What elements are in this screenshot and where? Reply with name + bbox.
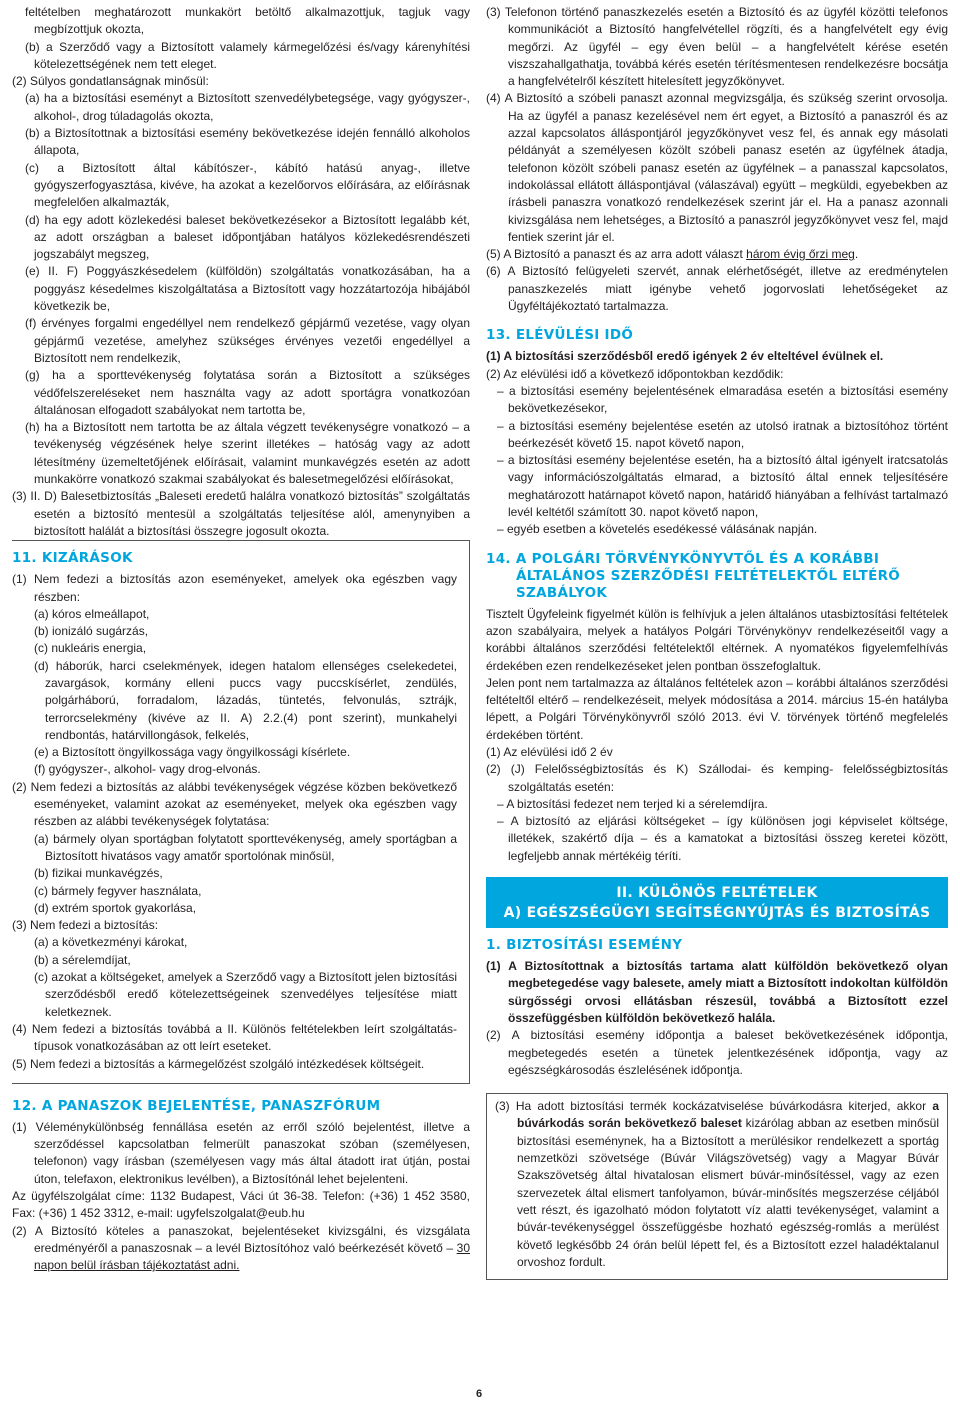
section-11-title: 11. KIZÁRÁSOK <box>12 550 133 567</box>
complaints-paragraph-4: (4) A Biztosító a szóbeli panaszt azonnal megvizsgálja, és szükség szerint orvosolja. Ha az ügyfél a panasz kezelésével nem ért egyet, a Biztosító a panaszról és az azzal kapcsolatos álláspontjáról jegyzőkönyvet vesz fel, és annak egy másolati példányát a személyesen közölt szóbeli panasz esetén az ügyfélnek átadja, telefonon közölt szóbeli panasz esetén az ügyfélnek – a panasszal kapcsolatos, indokolással ellátott álláspontjával (válaszával) együtt – megküldi, egyebekben az írásbeli panaszra vonatkozó rendelkezések szerint jár el. Ha a panasz azonnali kivizsgálása nem lehetséges, a Biztosító a panaszról jegyzőkönyvet vesz fel, majd fentiek szerint jár el. <box>486 91 948 244</box>
complaints-deadline: 30 napon belül írásban tájékoztatást adni. <box>34 1240 470 1273</box>
exclusions-item-a: (a) kóros elmeállapot, <box>34 606 150 621</box>
grave-negligence-item-a: (a) ha a biztosítási eseményt a Biztosított szenvedélybetegsége, vagy gyógyszer-, alkohol-, drog túladagolás okozta, <box>25 91 470 123</box>
activity-exclusion-b: (b) fizikai munkavégzés, <box>34 866 163 881</box>
grave-negligence-item-f: (f) érvényes forgalmi engedéllyel nem rendelkező gépjármű vezetése, vagy olyan gépjármű vezetése, amelyhez szükséges érvényes vezetői engedéllyel a Biztosított nem rendelkezik, <box>25 316 470 365</box>
section-a1-title: 1. BIZTOSÍTÁSI ESEMÉNY <box>486 937 683 954</box>
complaints-paragraph-6: (6) A Biztosító felügyeleti szervét, annak elérhetőségét, illetve az eredménytelen panaszkezelés miatt igénybe vehető jogorvoslati lehetőségeket az Ügyféltájékoztató tartalmazza. <box>486 264 948 314</box>
complaints-paragraph-2-text: (2) A Biztosító köteles a panaszokat, bejelentéseket kivizsgálni, és vizsgálata eredményéről a panaszosnak – a levél Biztosítóhoz való beérkezését követő – <box>12 1223 470 1255</box>
grave-negligence-item-c: (c) a Biztosított által kábítószer-, kábító hatású anyag-, illetve gyógyszerfogyasztása, kivéve, ha azokat a kezelőorvos előírására, az előírásnak megfelelően alkalmazták, <box>25 160 470 210</box>
cost-exclusion-c: (c) azokat a költségeket, amelyek a Szerződő vagy a Biztosított jelen biztosítási szerződésből eredő kötelezettségeinek szenvedélyes teljesítése miatt keletkeznek. <box>34 970 457 1019</box>
exclusions-item-e: (e) a Biztosított öngyilkossága vagy öngyilkossági kísérlete. <box>34 745 351 760</box>
limitation-paragraph-1: (1) A biztosítási szerződésből eredő igények 2 év elteltével évülnek el. <box>486 349 884 364</box>
retention-period: három évig őrzi meg <box>746 247 855 262</box>
exclusions-box <box>12 540 470 1084</box>
complaints-paragraph-5-end: . <box>854 247 859 262</box>
complaints-paragraph-5 <box>486 246 948 263</box>
cost-exclusion-a: (a) a következményi károkat, <box>34 935 188 950</box>
special-conditions-banner <box>486 877 948 928</box>
limitation-item-3: – a biztosítási esemény bejelentése esetén, ha a biztosító által igényelt iratcsatolás vagy információszolgáltatás elmarad, a biztosító által ennek teljesítésére meghatározott határnapot követő napon, határidő hiányában a felhívást tartalmazó levél keltétől számított 30. napot követő napon, <box>497 453 948 520</box>
deviation-paragraph-3: (1) Az elévülési idő 2 év <box>486 744 613 759</box>
exclusions-paragraph-3: (3) Nem fedezi a biztosítás: <box>12 918 159 933</box>
grave-negligence-item-e: (e) II. F) Poggyászkésedelem (külföldön) szolgáltatás vonatkozásában, ha a poggyász késedelmes kiszolgáltatása a Biztosított vagy hozzátartozója hibájából következik be, <box>25 264 470 314</box>
exclusions-item-d: (d) háborúk, harci cselekmények, idegen hatalom ellenséges cselekedetei, zavargások, kormány elleni puccs vagy puccskísérlet, zendülés, polgárháború, forradalom, lázadás, tüntetés, felvonulás, sztrájk, terrorcselekmény (kivéve az II. A) 2.2.(4) pont szerint), munkahelyi rendbontás, határvillongások, felkelés, <box>34 658 457 742</box>
section-13-title: 13. ELÉVÜLÉSI IDŐ <box>486 327 634 344</box>
section-14-title: 14. A POLGÁRI TÖRVÉNYKÖNYVTŐL ÉS A KORÁBBI ÁLTALÁNOS SZERZŐDÉSI FELTÉTELEKTŐL ELTÉRŐ SZABÁLYOK <box>486 550 901 601</box>
insured-event-paragraph-1: (1) A Biztosítottnak a biztosítás tartama alatt külföldön bekövetkező olyan megbetegedése vagy balesete, amely miatt a Biztosított indokoltan külföldön sürgősségi orvosi ellátásban részesül, továbbá a Biztosított ezzel összefüggésben külföldön bekövetkező halála. <box>486 959 948 1025</box>
limitation-paragraph-2: (2) Az elévülési idő a következő időpontokban kezdődik: <box>486 366 784 381</box>
activity-exclusion-a: (a) bármely olyan sportágban folytatott sporttevékenység, amely sportágban a Biztosított hivatásos vagy amatőr sportolónak minősül, <box>34 831 457 863</box>
exclusions-paragraph-4: (4) Nem fedezi a biztosítás továbbá a II. Különös feltételekben leírt szolgáltatás-típusok vonatkozásában az ott leírt eseteket. <box>12 1021 457 1054</box>
grave-negligence-item-g: (g) ha a sporttevékenység folytatása során a Biztosított a szükséges védőfelszereléseket nem használta vagy az adott sportágra vonatkozóan általánosan elfogadott szabályokat nem tartotta be, <box>25 368 470 417</box>
deviation-item-1: – A biztosítási fedezet nem terjed ki a sérelemdíjra. <box>497 796 768 811</box>
diving-paragraph <box>495 1098 939 1271</box>
grave-negligence-heading: (2) Súlyos gondatlanságnak minősül: <box>12 74 209 89</box>
banner-line-2: A) EGÉSZSÉGÜGYI SEGÍTSÉGNYÚJTÁS ÉS BIZTOSÍTÁS <box>503 905 931 922</box>
exclusions-item-c: (c) nukleáris energia, <box>34 641 147 656</box>
grave-negligence-item-d: (d) ha egy adott közlekedési baleset bekövetkezésekor a Biztosított legalább két, az adott országban a baleset időpontjában hatályos közlekedésrendészeti jogszabályt megszeg, <box>25 212 470 262</box>
deviation-item-2: – A biztosító az eljárási költségeket – így különösen jogi képviselet költsége, illetékek, szakértő díja – és a kamatokat a biztosítási összeg keretei között, legfeljebb annak mértékéig téríti. <box>497 814 948 863</box>
limitation-item-2: – a biztosítási esemény bejelentése esetén az utolsó iratnak a biztosítóhoz történt beérkezését követő 15. napot követő napon, <box>497 418 948 450</box>
exclusions-paragraph-2: (2) Nem fedezi a biztosítás az alábbi tevékenységek végzése közben bekövetkező eseményeket, valamint azokat az eseményeket, melyek oka egészben vagy részben az alábbi tevékenységek folytatása: <box>12 779 457 829</box>
cost-exclusion-b: (b) a sérelemdíjat, <box>34 952 131 967</box>
grave-negligence-item-b: (b) a Biztosítottnak a biztosítási esemény bekövetkezése idején fennálló alkoholos állapota, <box>25 126 470 158</box>
page-number: 6 <box>476 1388 483 1400</box>
activity-exclusion-d: (d) extrém sportok gyakorlása, <box>34 900 197 915</box>
deviation-paragraph-1: Tisztelt Ügyfeleink figyelmét külön is felhívjuk a jelen általános utasbiztosítási feltételek azon szabályaira, melyek a hatályos Polgári Törvénykönyv rendelkezéseitől vagy a korábbi általános szerződési feltételektől eltérnek. A nyomatékos figyelemfelhívás érdekében ezen rendelkezéseket jelen pontban összefoglaltuk. <box>486 606 948 673</box>
right-column <box>486 4 948 1280</box>
complaints-paragraph-1: (1) Véleménykülönbség fennállása esetén az erről szóló bejelentést, illetve a szerződéssel kapcsolatban felmerült panaszokat szóban (személyesen, telefonon) vagy írásban (személyesen vagy más által átadott irat útján, postai úton, telefaxon, elektronikus levélben), a Biztosítónál lehet bejelenteni. <box>12 1119 470 1186</box>
exclusions-paragraph-1: (1) Nem fedezi a biztosítás azon eseményeket, amelyek oka egészben vagy részben: <box>12 572 457 604</box>
complaints-paragraph-3: (3) Telefonon történő panaszkezelés esetén a Biztosító és az ügyfél közötti telefonos kommunikációt a Biztosító hangfelvétellel rögzíti, és a hangfelvételt egy évig megőrzi. Az ügyfél – egy éven belül – a hangfelvételt kérése esetén viszszahallgathatja, továbbá kérés esetén térítésmentesen rendelkezésre bocsátja a hangfelvételről készített hitelesített jegyzőkönyvet. <box>486 5 948 89</box>
banner-line-1: II. KÜLÖNÖS FELTÉTELEK <box>616 885 818 902</box>
deviation-paragraph-2: Jelen pont nem tartalmazza az általános feltételek azon – korábbi általános szerződési feltételtől eltérő – rendelkezéseit, melyek módosítása a 2014. március 15-én hatályba lépett, a Polgári Törvénykönyvről szóló 2013. évi V. törvények történő megfelelés érdekében történt. <box>486 675 948 742</box>
grave-negligence-item-h: (h) ha a Biztosított nem tartotta be az általa végzett tevékenységre vonatkozó – a tevékenység végzésének helye szerint illetékes – hatóság vagy az adott létesítmény üzemeltetőjének előírásait, valamint munkavégzés esetén az adott munkakörre vonatkozó szakmai szabályokat és balesetmegelőzési előírásokat, <box>25 420 470 487</box>
section-12-title: 12. A PANASZOK BEJELENTÉSE, PANASZFÓRUM <box>12 1097 381 1114</box>
activity-exclusion-c: (c) bármely fegyver használata, <box>34 883 202 898</box>
exclusions-paragraph-5: (5) Nem fedezi a biztosítás a kármegelőzést szolgáló intézkedések költségeit. <box>12 1056 425 1071</box>
exclusions-item-b: (b) ionizáló sugárzás, <box>34 624 149 639</box>
insured-event-paragraph-2: (2) A biztosítási esemény időpontja a baleset bekövetkezésének időpontja, megbetegedés esetén a tünetek jelentkezésének időpontja, vagy az egészségkárosodás észlelésének időpontja. <box>486 1028 948 1077</box>
complaints-paragraph-2 <box>12 1223 470 1275</box>
complaints-paragraph-5-text: (5) A Biztosító a panaszt és az arra adott választ <box>486 247 747 262</box>
customer-service-contact: Az ügyfélszolgálat címe: 1132 Budapest, Váci út 36-38. Telefon: (+36) 1 452 3580, Fax: (+36) 1 452 3312, e-mail: ugyfelszolgalat@eub.hu <box>12 1189 470 1221</box>
exclusions-item-f: (f) gyógyszer-, alkohol- vagy drog-elvonás. <box>34 762 261 777</box>
diving-accident: a búvárkodás során bekövetkező baleset <box>517 1099 939 1131</box>
intro-line-2: (b) a Szerződő vagy a Biztosított valamely kármegelőzési és/vagy kárenyhítési kötelezettségének nem tett eleget. <box>25 39 470 71</box>
left-column <box>12 4 470 1274</box>
deviation-paragraph-4: (2) (J) Felelősségbiztosítás és K) Szállodai- és kemping- felelősségbiztosítás szolgáltatás esetén: <box>486 762 948 794</box>
diving-box <box>486 1093 948 1280</box>
accident-insurance-paragraph: (3) II. D) Balesetbiztosítás „Baleseti eredetű halálra vonatkozó biztosítás” szolgáltatás esetén a biztosító mentesül a szolgáltatás teljesítése alól, amenynyiben a biztosított halálát a biztosítási összegre jogosult okozta. <box>12 489 470 538</box>
diving-paragraph-rest: kizárólag abban az esetben minősül biztosítási eseménynek, ha a Biztosított a merülésikor rendelkezett a sportág nemzetközi szövetsége (Búvár Világszövetség) vagy a Magyar Búvár Szakszövetség által hivatalosan elismert búvár-minősítéssel, vagy az ezen szervezetek által elismert tanfolyamon, búvár-minősítés megszerzése céljából vett részt, és igazolható módon folytatott víz alatti tevékenységet, valamint a búvár-tevékenységgel összefüggésbe hozható egészség-romlás a merülést követő legkésőbb 24 órán belül lépett fel, és a Biztosított ezzel haladéktalanul orvoshoz fordult. <box>517 1116 939 1269</box>
limitation-item-1: – a biztosítási esemény bejelentésének elmaradása esetén a biztosítási esemény bekövetkezésekor, <box>497 383 948 416</box>
diving-paragraph-text: (3) Ha adott biztosítási termék kockázatviselése búvárkodásra kiterjed, akkor <box>495 1099 933 1114</box>
intro-line-1: feltételben meghatározott munkakört betöltő alkalmazottjuk, tagjuk vagy megbízottjuk okozta, <box>25 5 470 37</box>
limitation-item-4: – egyéb esetben a követelés esedékessé válásának napján. <box>497 522 818 537</box>
